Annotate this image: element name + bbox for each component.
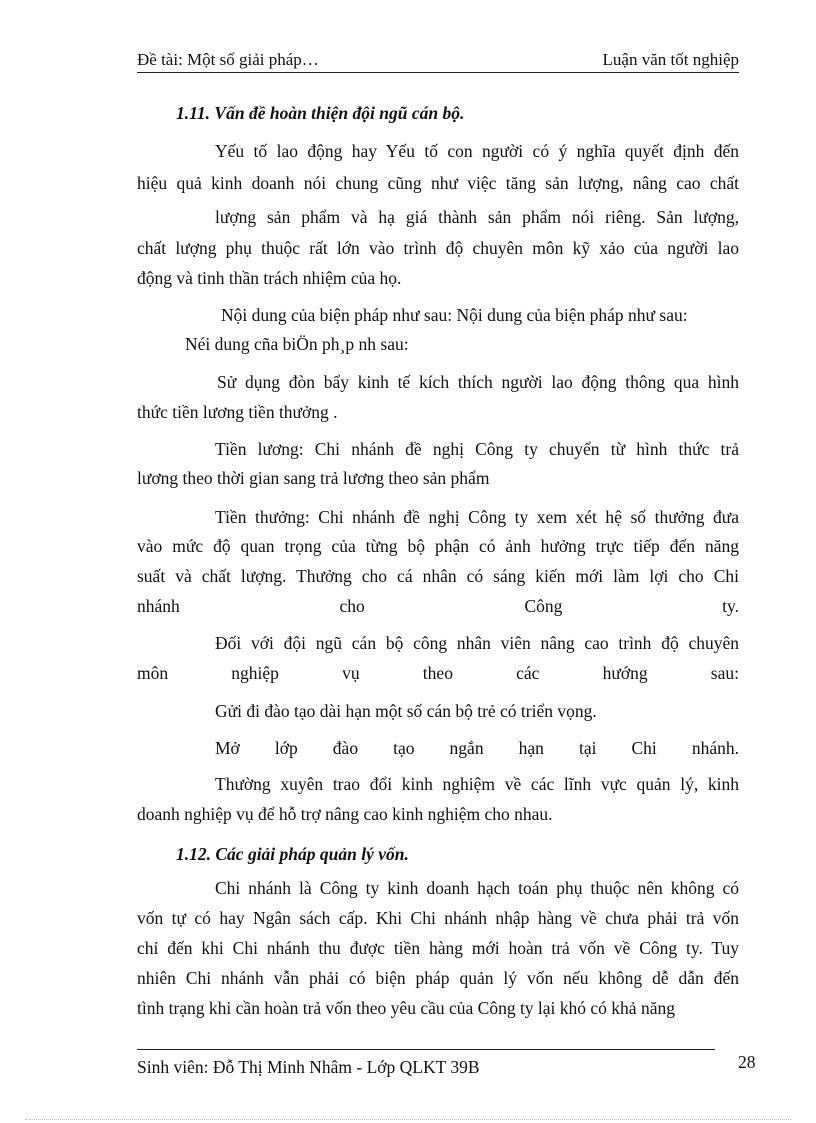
text-line: môn nghiệp vụ theo các hướng sau: [137,663,739,683]
text-line: hiệu quả kinh doanh nói chung cũng như việc tăng sản lượng, nâng cao chất [137,173,739,193]
footer-rule [137,1049,715,1050]
section-heading-1-12: 1.12. Các giải pháp quản lý vốn. [176,844,409,864]
text-line: Sử dụng đòn bẩy kinh tế kích thích người lao động thông qua hình [217,372,739,392]
text-line: Yếu tố lao động hay Yếu tố con người có ý nghĩa quyết định đến [215,141,739,161]
text-line: suất và chất lượng. Thưởng cho cá nhân có sáng kiến mới làm lợi cho Chi [137,566,739,586]
text-line: động và tinh thần trách nhiệm của họ. [137,268,402,288]
text-line: doanh nghiệp vụ để hỗ trợ nâng cao kinh nghiệm cho nhau. [137,804,553,824]
text-line: Đối với đội ngũ cán bộ công nhân viên nâng cao trình độ chuyên [215,633,739,653]
header-thesis-label: Luận văn tốt nghiệp [602,50,739,69]
text-line: chỉ đến khi Chi nhánh thu được tiền hàng mới hoàn trả vốn về Công ty. Tuy [137,938,739,958]
footer-student-info: Sinh viên: Đỗ Thị Minh Nhâm - Lớp QLKT 39B [137,1057,480,1077]
text-line: lượng sản phẩm và hạ giá thành sản phẩm nói riêng. Sản lượng, [215,207,739,227]
page-header [137,50,739,73]
text-line: thức tiền lương tiền thưởng . [137,402,338,422]
text-line: Chi nhánh là Công ty kinh doanh hạch toán phụ thuộc nên không có [215,878,739,898]
page-bottom-dotted-border [25,1119,791,1120]
text-line: Tiền thưởng: Chi nhánh đề nghị Công ty xem xét hệ số thưởng đưa [215,507,739,527]
text-line: Thường xuyên trao đổi kinh nghiệm về các lĩnh vực quản lý, kinh [215,774,739,794]
section-heading-1-11: 1.11. Vấn đề hoàn thiện đội ngũ cán bộ. [176,103,465,123]
text-line: nhánh cho Công ty. [137,596,739,616]
header-topic: Đề tài: Một số giải pháp… [137,50,319,69]
text-line: Nội dung của biện pháp như sau: Nội dung của biện pháp như sau: [221,305,688,325]
text-line: vào mức độ quan trọng của từng bộ phận có ảnh hưởng trực tiếp đến năng [137,536,739,556]
text-line: tình trạng khi cần hoàn trả vốn theo yêu cầu của Công ty lại khó có khả năng [137,998,675,1018]
text-line: lương theo thời gian sang trả lương theo sản phẩm [137,468,490,488]
text-line: nhiên Chi nhánh vẫn phải có biện pháp quản lý vốn nếu không dễ dẫn đến [137,968,739,988]
text-line: Tiền lương: Chi nhánh đề nghị Công ty chuyển từ hình thức trả [215,439,739,459]
text-line: Mở lớp đào tạo ngắn hạn tại Chi nhánh. [215,738,739,758]
page-number: 28 [738,1052,756,1072]
text-line: chất lượng phụ thuộc rất lớn vào trình độ chuyên môn kỹ xảo của người lao [137,238,739,258]
text-line: Gửi đi đào tạo dài hạn một số cán bộ trẻ có triển vọng. [215,701,597,721]
text-line: vốn tự có hay Ngân sách cấp. Khi Chi nhánh nhập hàng về chưa phải trả vốn [137,908,739,928]
text-line-garbled: Néi dung cña biÖn ph¸p nh sau: [185,334,409,354]
